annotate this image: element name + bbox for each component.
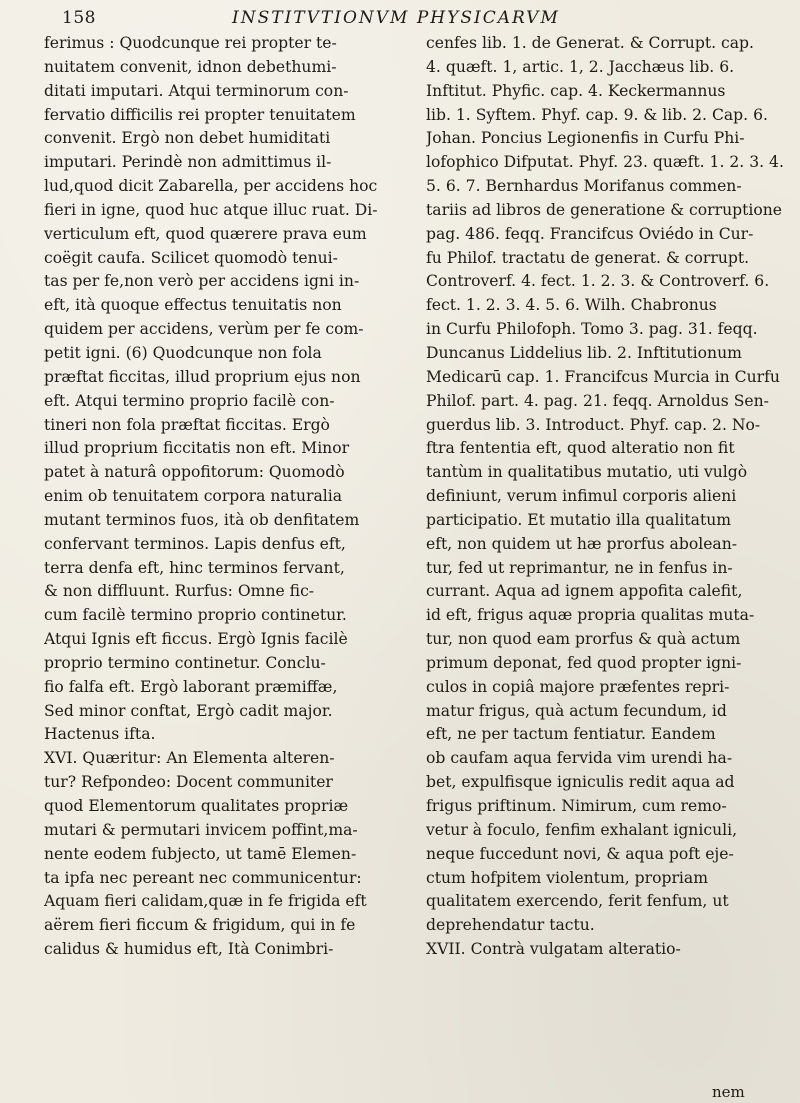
text-line: cenfes lib. 1. de Generat. & Corrupt. cap. (426, 34, 754, 52)
text-line: matur frigus, quà actum fecundum, id (426, 701, 727, 720)
text-line: imputari. Perindè non admittimus il- (44, 153, 332, 172)
text-line: mutant terminos fuos, ità ob denfitatem (44, 510, 360, 529)
text-line: tur, non quod eam prorfus & quà actum (426, 630, 741, 649)
text-line: quidem per accidens, verùm per fe com- (44, 320, 364, 339)
right-column (426, 32, 788, 962)
text-line: mutari & permutari invicem poffint,ma- (44, 820, 358, 839)
text-line: illud proprium ficcitatis non eft. Minor (44, 439, 350, 458)
page-number: 158 (62, 8, 96, 28)
text-line: in Curfu Philofoph. Tomo 3. pag. 31. feqq. (426, 320, 758, 339)
running-head: INSTITVTIONVM PHYSICARVM (232, 8, 560, 28)
text-line: proprio termino continetur. Conclu- (44, 653, 326, 672)
text-line: præftat ficcitas, illud proprium ejus non (44, 367, 361, 386)
text-line: participatio. Et mutatio illa qualitatum (426, 510, 732, 529)
text-line: ctum hofpitem violentum, propriam (426, 868, 708, 887)
text-line: calidus & humidus eft, Ità Conimbri- (44, 940, 334, 959)
text-line: XVII. Contrà vulgatam alteratio- (426, 940, 681, 959)
text-line: ob caufam aqua fervida vim urendi ha- (426, 749, 733, 768)
text-line: tantùm in qualitatibus mutatio, uti vulgò (426, 463, 748, 482)
text-line: eft, non quidem ut hæ prorfus abolean- (426, 534, 738, 553)
catchword: nem (712, 1083, 745, 1101)
text-line: Aquam fieri calidam,quæ in fe frigida eft (44, 892, 367, 911)
text-line: 5. 6. 7. Bernhardus Morifanus commen- (426, 177, 742, 196)
text-line: tariis ad libros de generatione & corruptione (426, 200, 783, 219)
text-line: definiunt, verum infimul corporis alieni (426, 487, 737, 506)
text-line: lib. 1. Syftem. Phyf. cap. 9. & lib. 2. Cap. 6. (426, 105, 768, 124)
text-line: ditati imputari. Atqui terminorum con- (44, 81, 349, 100)
text-line: nente eodem fubjecto, ut tamē Elemen- (44, 844, 357, 863)
text-line: eft. Atqui termino proprio facilè con- (44, 391, 335, 410)
text-line: aërem fieri ficcum & frigidum, qui in fe (44, 916, 356, 935)
text-line: cum facilè termino proprio continetur. (44, 606, 347, 625)
text-line: fu Philof. tractatu de generat. & corrupt. (426, 248, 750, 267)
text-line: coëgit caufa. Scilicet quomodò tenui- (44, 248, 338, 267)
text-line: ta ipfa nec pereant nec communicentur: (44, 868, 362, 887)
text-line: pag. 486. feqq. Francifcus Oviédo in Cur- (426, 224, 754, 243)
text-line: ftra fententia eft, quod alteratio non fit (426, 439, 735, 458)
text-line: convenit. Ergò non debet humiditati (44, 129, 331, 148)
text-line: Medicarū cap. 1. Francifcus Murcia in Curfu (426, 367, 780, 386)
text-line: XVI. Quæritur: An Elementa alteren- (44, 749, 335, 768)
text-line: enim ob tenuitatem corpora naturalia (44, 487, 343, 506)
text-line: confervant terminos. Lapis denfus eft, (44, 534, 346, 553)
text-line: Sed minor conftat, Ergò cadit major. (44, 701, 333, 720)
text-line: Atqui Ignis eft ficcus. Ergò Ignis facilè (44, 630, 348, 649)
text-line: Duncanus Liddelius lib. 2. Inftitutionum (426, 343, 742, 362)
text-line: verticulum eft, quod quærere prava eum (44, 224, 367, 243)
text-line: fio falfa eft. Ergò laborant præmiffæ, (44, 677, 338, 696)
text-line: ferimus : Quodcunque rei propter te- (44, 34, 337, 52)
left-column (44, 32, 416, 962)
text-line: id eft, frigus aquæ propria qualitas muta- (426, 606, 755, 625)
text-line: frigus priftinum. Nimirum, cum remo- (426, 797, 727, 815)
text-line: vetur à foculo, fenfim exhalant igniculi, (426, 820, 738, 839)
text-line: deprehendatur tactu. (426, 916, 595, 935)
text-line: patet à naturâ oppofitorum: Quomodò (44, 463, 345, 482)
text-line: Hactenus ifta. (44, 725, 156, 744)
text-line: quod Elementorum qualitates propriæ (44, 797, 349, 815)
text-line: qualitatem exercendo, ferit fenfum, ut (426, 892, 729, 911)
text-line: tineri non fola præftat ficcitas. Ergò (44, 415, 330, 434)
text-line: tas per fe,non verò per accidens igni in- (44, 272, 360, 291)
text-line: lud,quod dicit Zabarella, per accidens hoc (44, 177, 378, 196)
text-line: Philof. part. 4. pag. 21. feqq. Arnoldus Sen- (426, 391, 769, 410)
text-line: eft, ne per tactum fentiatur. Eandem (426, 725, 716, 744)
text-line: currant. Aqua ad ignem appofita calefit, (426, 582, 743, 601)
text-line: tur? Refpondeo: Docent communiter (44, 773, 333, 792)
text-line: Inftitut. Phyfic. cap. 4. Keckermannus (426, 81, 726, 100)
text-line: bet, expulfisque igniculis redit aqua ad (426, 773, 735, 792)
text-line: nuitatem convenit, idnon debethumi- (44, 57, 337, 76)
text-line: culos in copiâ majore præfentes repri- (426, 677, 730, 696)
text-line: 4. quæft. 1, artic. 1, 2. Jacchæus lib. 6. (426, 57, 735, 76)
text-line: guerdus lib. 3. Introduct. Phyf. cap. 2. No- (426, 415, 761, 434)
text-line: tur, fed ut reprimantur, ne in fenfus in- (426, 558, 733, 577)
text-line: petit igni. (6) Quodcunque non fola (44, 343, 322, 362)
text-line: Controverf. 4. fect. 1. 2. 3. & Controverf. 6. (426, 272, 770, 291)
text-line: eft, ità quoque effectus tenuitatis non (44, 296, 342, 315)
text-line: fieri in igne, quod huc atque illuc ruat. Di- (44, 200, 378, 219)
text-line: fervatio difficilis rei propter tenuitatem (44, 105, 356, 124)
text-line: terra denfa eft, hinc terminos fervant, (44, 558, 345, 577)
text-line: neque fuccedunt novi, & aqua poft eje- (426, 844, 734, 863)
text-line: fect. 1. 2. 3. 4. 5. 6. Wilh. Chabronus (426, 296, 717, 315)
text-line: lofophico Difputat. Phyf. 23. quæft. 1. 2. 3. 4. (426, 153, 784, 172)
text-line: primum deponat, fed quod propter igni- (426, 653, 742, 672)
page-header (62, 8, 782, 32)
text-line: & non diffluunt. Rurfus: Omne fic- (44, 582, 315, 601)
text-line: Johan. Poncius Legionenfis in Curfu Phi- (426, 129, 745, 148)
